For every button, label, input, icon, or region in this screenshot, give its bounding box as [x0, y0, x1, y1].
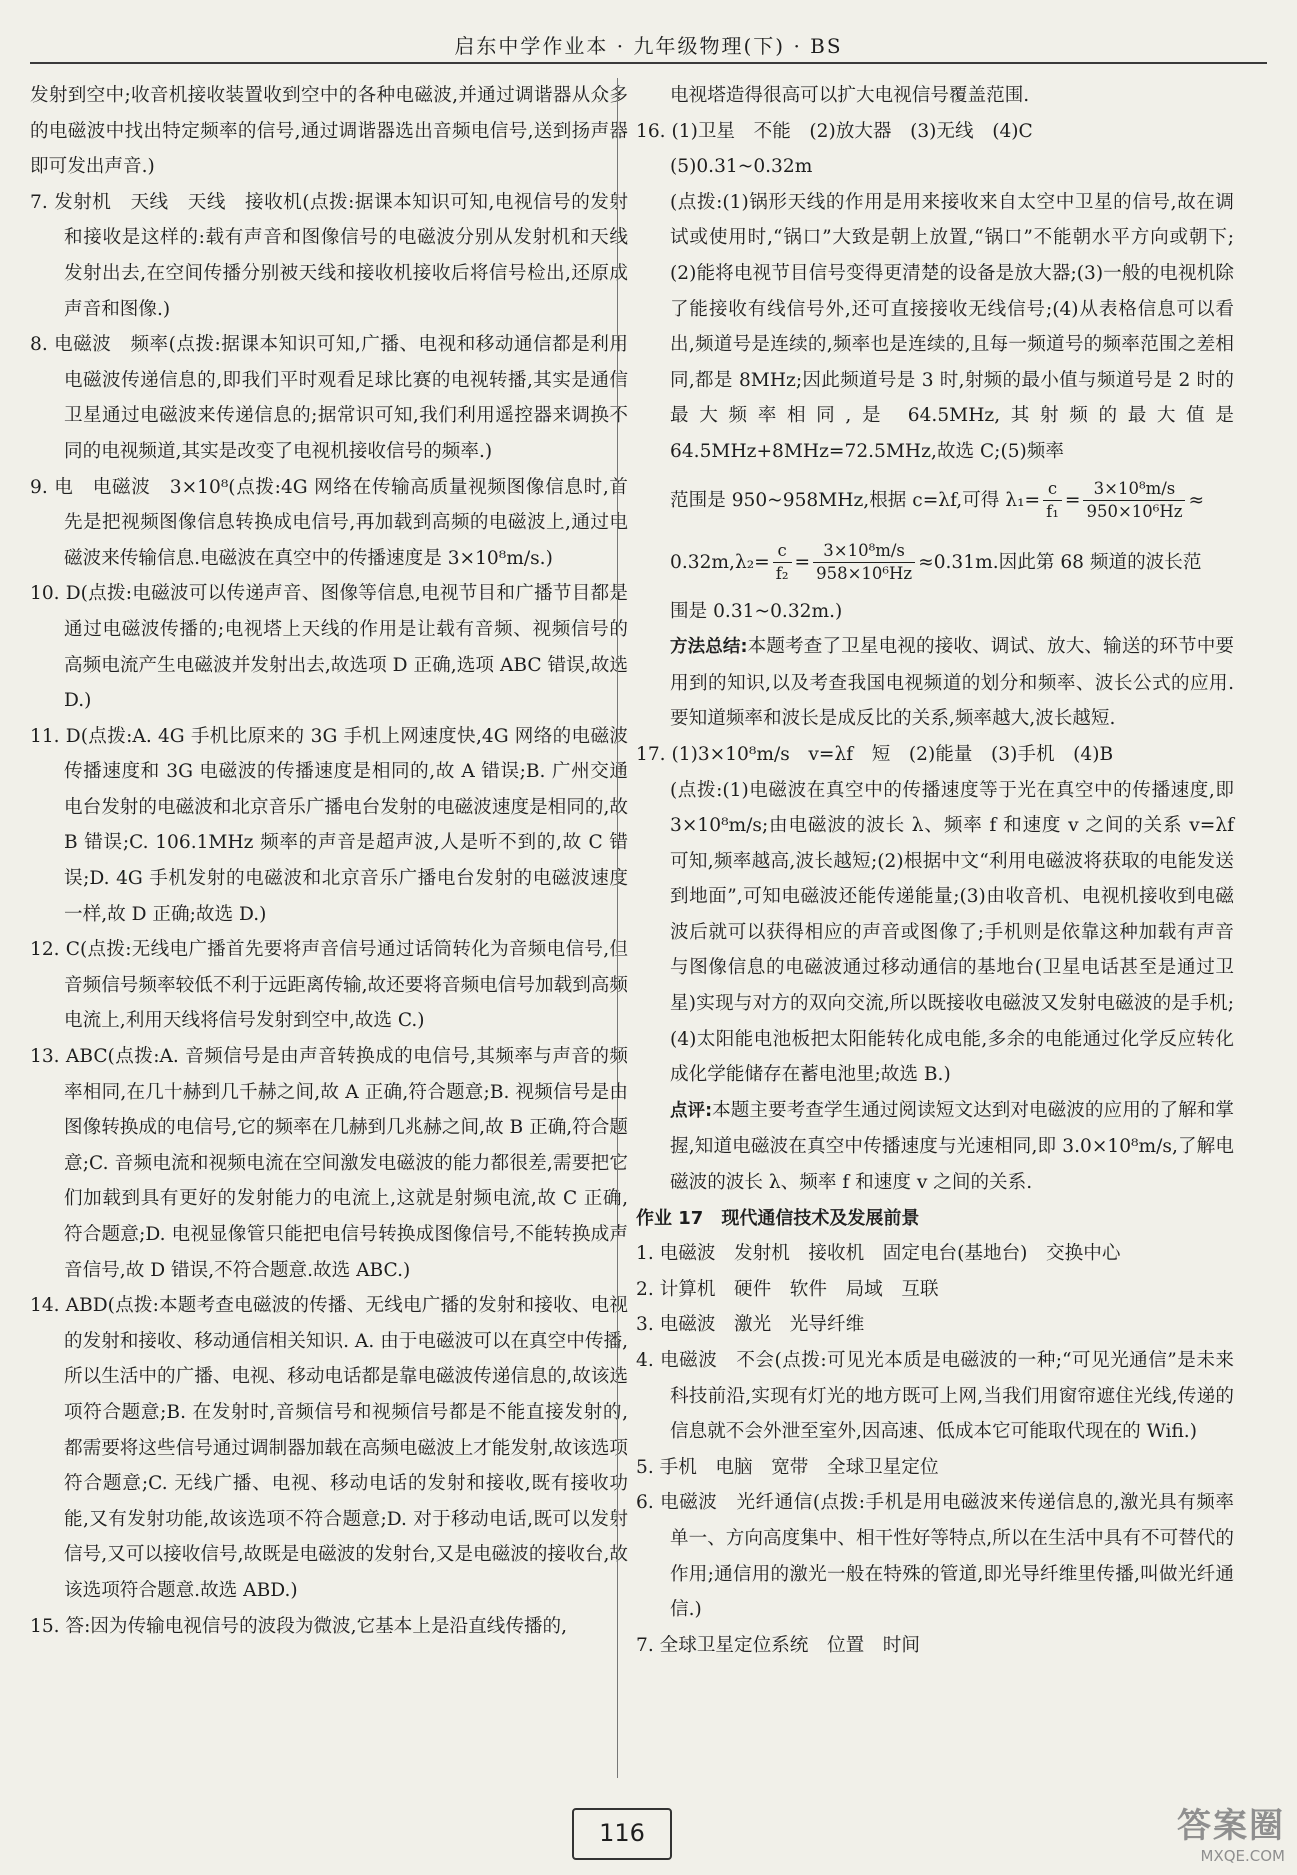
method-summary: 方法总结:本题考查了卫星电视的接收、调试、放大、输送的环节中要用到的知识,以及考查我国电视频道的划分和频率、波长公式的应用.要知道频率和波长是成反比的关系,频率越大,波长越短.: [670, 636, 1234, 730]
answer-continuation: 发射到空中;收音机接收装置收到空中的各种电磁波,并通过调谐器从众多的电磁波中找出特定频率的信号,通过调谐器选出音频电信号,送到扬声器即可发出声音.): [30, 85, 628, 178]
hw17-answer-3: 3. 电磁波 激光 光导纤维: [636, 1314, 865, 1336]
fraction-value-2: $\frac{\text{3×10⁸m/s}}{\text{958×10⁶Hz}}$: [813, 540, 915, 585]
answer-17: 17. (1)3×10⁸m/s v=λf 短 (2)能量 (3)手机 (4)B: [636, 743, 1114, 765]
hw17-answer-1: 1. 电磁波 发射机 接收机 固定电台(基地台) 交换中心: [636, 1243, 1121, 1265]
watermark-logo: 答案圈 MXQE.COM: [1177, 1806, 1285, 1865]
fraction-c-over-f1: $\frac{c}{\text{f₁}}$: [1043, 478, 1062, 523]
answer-7: 7. 发射机 天线 天线 接收机(点拨:据课本知识可知,电视信号的发射和接收是这样的:载有声音和图像信号的电磁波分别从发射机和天线发射出去,在空间传播分别被天线和接收机接收后将信号检出,还原成声音和图像.): [30, 191, 628, 320]
answer-16: 16. (1)卫星 不能 (2)放大器 (3)无线 (4)C: [636, 120, 1033, 142]
answer-12: 12. C(点拨:无线电广播首先要将声音信号通过话筒转化为音频电信号,但音频信号频率较低不利于远距离传输,故还要将音频电信号加载到高频电流上,利用天线将信号发射到空中,故选 C.): [30, 939, 628, 1032]
answer-16-hint: (点拨:(1)锅形天线的作用是用来接收来自太空中卫星的信号,故在调试或使用时,“锅口”大致是朝上放置,“锅口”不能朝水平方向或朝下;(2)能将电视节目信号变得更清楚的设备是放大器;(3)一般的电视机除了能接收有线信号外,还可直接接收无线信号;(4)从表格信息可以看出,频道号是连续的,频率也是连续的,且每一频道号的频率范围之差相同,都是 8MHz;因此频道号是 3 时,射频的最小值与频道号是 2 时的最大频率相同,是 64.5MHz,其射频的最大值是 64.5MHz+8MHz=72.5MHz,故选 C;(5)频率: [670, 191, 1234, 462]
answer-11: 11. D(点拨:A. 4G 手机比原来的 3G 手机上网速度快,4G 网络的电磁波传播速度和 3G 电磁波的传播速度是相同的,故 A 错误;B. 广州交通电台发射的电磁波和北京音乐广播电台发射的电磁波速度是相同的,故 B 错误;C. 106.1MHz 频率的声音是超声波,人是听不到的,故 C 错误;D. 4G 手机发射的电磁波和北京音乐广播电台发射的电磁波速度一样,故 D 正确;故选 D.): [30, 725, 628, 925]
answer-13: 13. ABC(点拨:A. 音频信号是由声音转换成的电信号,其频率与声音的频率相同,在几十赫到几千赫之间,故 A 正确,符合题意;B. 视频信号是由图像转换成的电信号,它的频率在几赫到几兆赫之间,故 B 正确,符合题意;C. 音频电流和视频电流在空间激发电磁波的能力都很差,需要把它们加载到具有更好的发射能力的电流上,这就是射频电流,故 C 正确,符合题意;D. 电视显像管只能把电信号转换成图像信号,不能转换成声音信号,故 D 错误,不符合题意.故选 ABC.): [30, 1046, 628, 1281]
answer-9: 9. 电 电磁波 3×10⁸(点拨:4G 网络在传输高质量视频图像信息时,首先是把视频图像信息转换成电信号,再加载到高频的电磁波上,通过电磁波来传输信息.电磁波在真空中的传播速度是 3×10⁸m/s.): [30, 476, 628, 569]
answer-14: 14. ABD(点拨:本题考查电磁波的传播、无线电广播的发射和接收、电视的发射和接收、移动通信相关知识. A. 由于电磁波可以在真空中传播,所以生活中的广播、电视、移动电话都是靠电磁波传递信息的,故该选项符合题意;B. 在发射时,音频信号和视频信号都是不能直接发射的,都需要将这些信号通过调制器加载在高频电磁波上才能发射,故该选项符合题意;C. 无线广播、电视、移动电话的发射和接收,既有接收功能,又有发射功能,故该选项不符合题意;D. 对于移动电话,既可以发射信号,又可以接收信号,故既是电磁波的发射台,又是电磁波的接收台,故该选项符合题意.故选 ABD.): [30, 1295, 628, 1601]
hw17-answer-7: 7. 全球卫星定位系统 位置 时间: [636, 1634, 920, 1656]
formula-lambda2: 0.32m,λ₂= $\frac{c}{\text{f₂}}$ = $\frac{\text{3×10⁸m/s}}{\text{958×10⁶Hz}}$ ≈0.31m.因此第 68 频道的波长范: [670, 541, 1202, 584]
page-header: [30, 22, 1267, 64]
comment-label: 点评:: [670, 1100, 713, 1121]
section-title: 作业 17 现代通信技术及发展前景: [636, 1207, 920, 1229]
method-summary-label: 方法总结:: [670, 637, 748, 658]
comment: 点评:本题主要考查学生通过阅读短文达到对电磁波的应用的了解和掌握,知道电磁波在真空中传播速度与光速相同,即 3.0×10⁸m/s,了解电磁波的波长 λ、频率 f 和速度 v 之间的关系.: [670, 1099, 1234, 1194]
answer-16-part5: (5)0.31~0.32m: [670, 156, 813, 178]
answer-16-result: 围是 0.31~0.32m.): [670, 600, 843, 622]
column-divider: [617, 78, 618, 1778]
hw17-answer-2: 2. 计算机 硬件 软件 局域 互联: [636, 1278, 939, 1300]
hw17-answer-4: 4. 电磁波 不会(点拨:可见光本质是电磁波的一种;“可见光通信”是未来科技前沿,实现有灯光的地方既可上网,当我们用窗帘遮住光线,传递的信息就不会外泄至室外,因高速、低成本它可能取代现在的 Wifi.): [636, 1350, 1234, 1443]
hw17-answer-5: 5. 手机 电脑 宽带 全球卫星定位: [636, 1456, 939, 1478]
answer-17-hint: (点拨:(1)电磁波在真空中的传播速度等于光在真空中的传播速度,即 3×10⁸m/s;由电磁波的波长 λ、频率 f 和速度 v 之间的关系 v=λf 可知,频率越高,波长越短;(2)根据中文“利用电磁波将获取的电能发送到地面”,可知电磁波还能传递能量;(3)由收音机、电视机接收到电磁波后就可以获得相应的声音或图像了;手机则是依靠这种加载有声音与图像信息的电磁波通过移动通信的基地台(卫星电话甚至是通过卫星)实现与对方的双向交流,所以既接收电磁波又发射电磁波的是手机;(4)太阳能电池板把太阳能转化成电能,多余的电能通过化学反应转化成化学能储存在蓄电池里;故选 B.): [670, 779, 1234, 1086]
answer-15-continuation: 电视塔造得很高可以扩大电视信号覆盖范围.: [670, 85, 1030, 106]
page-number: 116: [572, 1808, 672, 1860]
left-column: [30, 78, 628, 1644]
answer-15: 15. 答:因为传输电视信号的波段为微波,它基本上是沿直线传播的,: [30, 1615, 568, 1637]
fraction-value-1: $\frac{\text{3×10⁸m/s}}{\text{950×10⁶Hz}}$: [1083, 478, 1185, 523]
header-title: 启东中学作业本 · 九年级物理(下) · BS: [454, 34, 843, 58]
hw17-answer-6: 6. 电磁波 光纤通信(点拨:手机是用电磁波来传递信息的,激光具有频率单一、方向高度集中、相干性好等特点,所以在生活中具有不可替代的作用;通信用的激光一般在特殊的管道,即光导纤维里传播,叫做光纤通信.): [636, 1492, 1234, 1621]
answer-10: 10. D(点拨:电磁波可以传递声音、图像等信息,电视节目和广播节目都是通过电磁波传播的;电视塔上天线的作用是让载有音频、视频信号的高频电流产生电磁波并发射出去,故选项 D 正确,选项 ABC 错误,故选 D.): [30, 583, 628, 712]
fraction-c-over-f2: $\frac{c}{\text{f₂}}$: [773, 540, 792, 585]
answer-8: 8. 电磁波 频率(点拨:据课本知识可知,广播、电视和移动通信都是利用电磁波传递信息的,即我们平时观看足球比赛的电视转播,其实是通信卫星通过电磁波来传递信息的;据常识可知,我们利用遥控器来调换不同的电视频道,其实是改变了电视机接收信号的频率.): [30, 334, 628, 462]
formula-lambda1: 范围是 950~958MHz,根据 c=λf,可得 λ₁= $\frac{c}{\text{f₁}}$ = $\frac{\text{3×10⁸m/s}}{\text{950×10⁶Hz}}$ ≈: [670, 479, 1205, 522]
right-column: [636, 78, 1234, 1663]
